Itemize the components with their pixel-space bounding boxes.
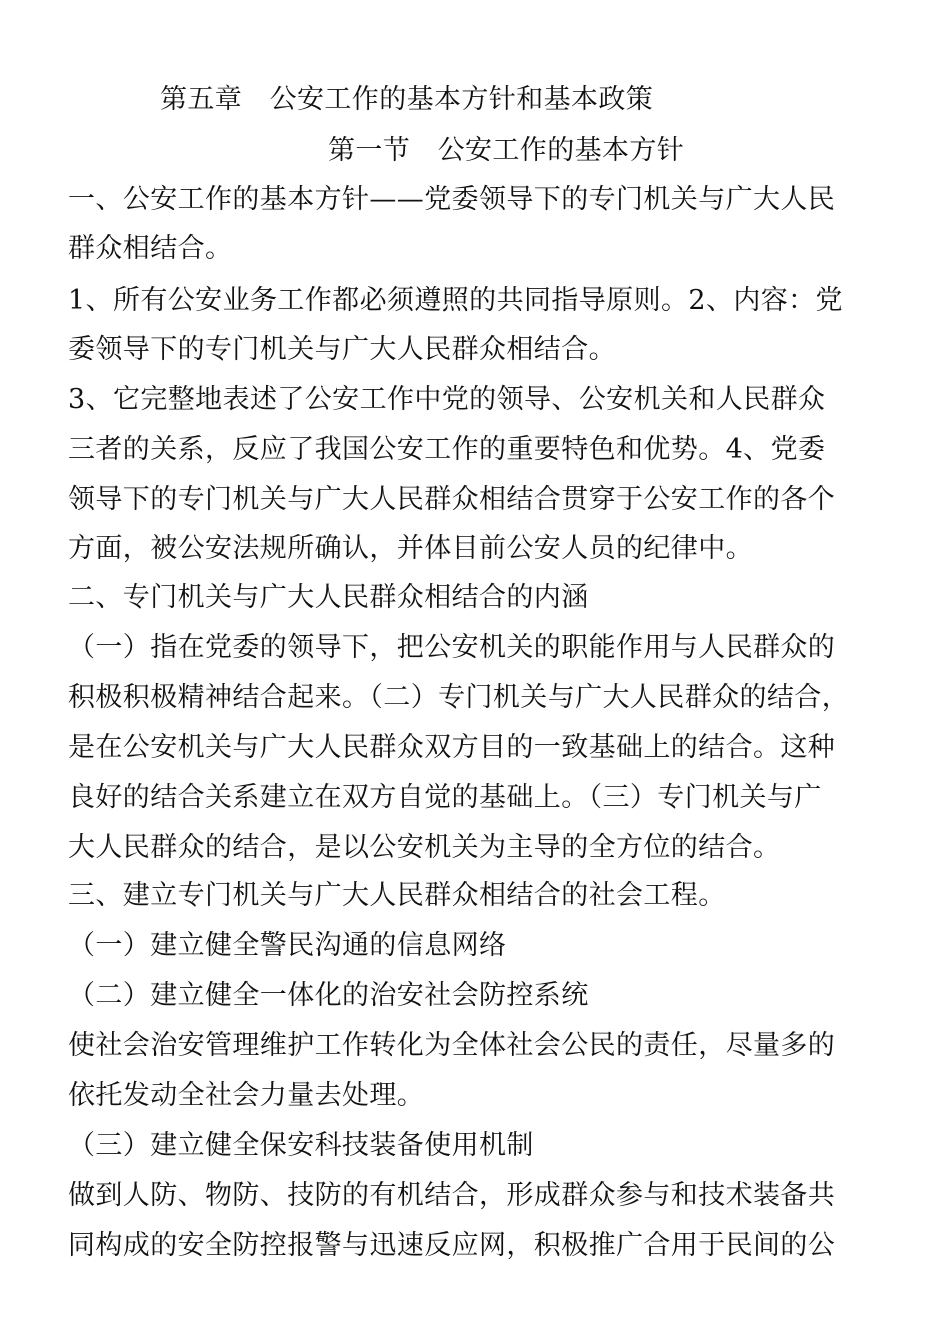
body-line-14: 大人民群众的结合，是以公安机关为主导的全方位的结合。 [68,832,781,863]
body-line-10: （一）指在党委的领导下，把公安机关的职能作用与人民群众的 [68,632,836,663]
body-line-1: 一、公安工作的基本方针——党委领导下的专门机关与广大人民 [68,184,836,215]
chapter-title: 第五章 公安工作的基本方针和基本政策 [160,84,654,115]
body-line-13: 良好的结合关系建立在双方自觉的基础上。（三）专门机关与广 [68,782,822,813]
body-line-9: 二、专门机关与广大人民群众相结合的内涵 [68,582,589,613]
body-line-11: 积极积极精神结合起来。（二）专门机关与广大人民群众的结合， [68,682,850,713]
body-line-20: （三）建立健全保安科技装备使用机制 [68,1130,534,1161]
body-line-5: 3、它完整地表述了公安工作中党的领导、公安机关和人民群众 [68,384,826,415]
body-line-19: 依托发动全社会力量去处理。 [68,1080,425,1111]
body-line-21: 做到人防、物防、技防的有机结合，形成群众参与和技术装备共 [68,1180,836,1211]
body-line-3: 1、所有公安业务工作都必须遵照的共同指导原则。2、内容：党 [68,285,843,316]
body-line-6: 三者的关系，反应了我国公安工作的重要特色和优势。4、党委 [68,434,826,465]
section-title: 第一节 公安工作的基本方针 [328,135,685,166]
body-line-12: 是在公安机关与广大人民群众双方目的一致基础上的结合。这种 [68,732,836,763]
body-line-16: （一）建立健全警民沟通的信息网络 [68,930,507,961]
body-line-2: 群众相结合。 [68,233,233,264]
body-line-8: 方面，被公安法规所确认，并体目前公安人员的纪律中。 [68,533,753,564]
body-line-7: 领导下的专门机关与广大人民群众相结合贯穿于公安工作的各个 [68,484,836,515]
body-line-22: 同构成的安全防控报警与迅速反应网，积极推广合用于民间的公 [68,1230,836,1261]
body-line-4: 委领导下的专门机关与广大人民群众相结合。 [68,334,616,365]
body-line-17: （二）建立健全一体化的治安社会防控系统 [68,980,589,1011]
body-line-18: 使社会治安管理维护工作转化为全体社会公民的责任，尽量多的 [68,1030,836,1061]
body-line-15: 三、建立专门机关与广大人民群众相结合的社会工程。 [68,880,726,911]
